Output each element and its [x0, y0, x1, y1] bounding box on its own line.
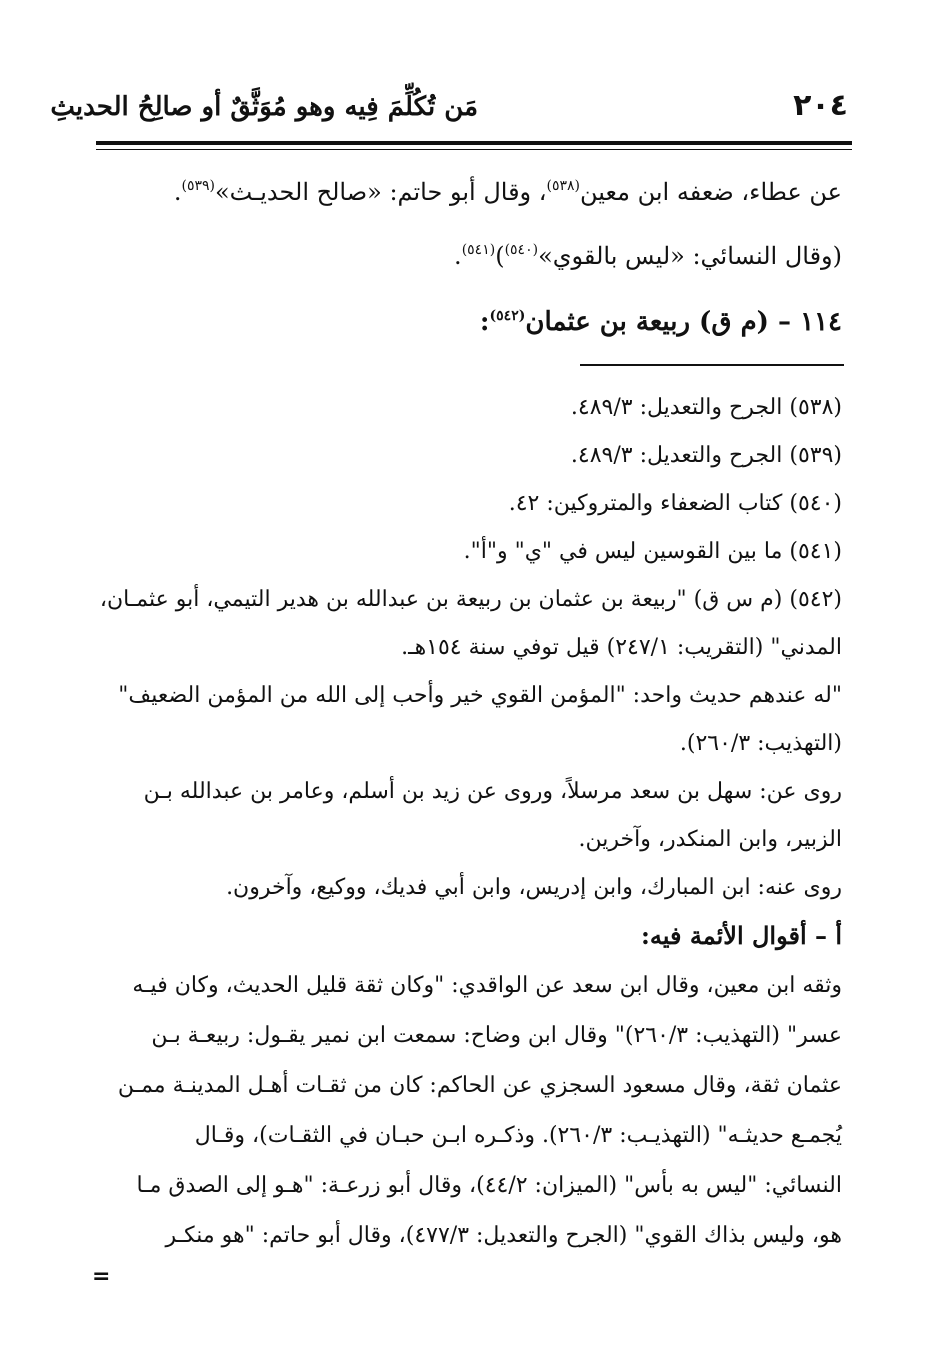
footnote-ref[interactable]: (٥٤١)	[461, 242, 496, 258]
text-run: :	[479, 307, 490, 337]
text-run: .	[454, 242, 462, 270]
footnote-542-line: الزبير، وابن المنكدر، وآخرين.	[578, 827, 842, 852]
footnote-540: (٥٤٠) كتاب الضعفاء والمتروكين: ٤٢.	[508, 491, 842, 516]
footnote-542-line: (٥٤٢) (م س ق) "ربيعة بن عثمان بن ربيعة بن عبدالله بن هدير التيمي، أبو عثمـان،	[99, 587, 842, 612]
text-run: عن عطاء، ضعفه ابن معين	[580, 178, 842, 206]
footnote-542-line: "له عندهم حديث واحد: "المؤمن القوي خير وأحب إلى الله من المؤمن الضعيف"	[118, 683, 842, 708]
entry-title: ١١٤ – (م ق) ربيعة بن عثمان	[525, 307, 842, 337]
main-line-2	[454, 234, 842, 272]
text-run: .	[173, 178, 182, 206]
entry-heading	[480, 300, 842, 338]
section-line: وثقه ابن معين، وقال ابن سعد عن الواقدي: "وكان ثقة قليل الحديث، وكان فيـه	[132, 973, 842, 998]
section-line: هو، وليس بذاك القوي" (الجرح والتعديل: ٤٧٧/٣)، وقال أبو حاتم: "هو منكـر	[165, 1223, 842, 1248]
footnote-539: (٥٣٩) الجرح والتعديل: ٤٨٩/٣.	[570, 443, 842, 468]
header-rule-thick	[96, 141, 852, 145]
footnote-542-line: روى عنه: ابن المبارك، وابن إدريس، وابن أبي فديك، ووكيع، وآخرون.	[226, 875, 842, 900]
running-head	[50, 88, 848, 136]
footnote-541: (٥٤١) ما بين القوسين ليس في "ي" و"أ".	[463, 539, 842, 564]
section-heading: أ – أقوال الأئمة فيه:	[641, 921, 842, 950]
section-line: عثمان ثقة، وقال مسعود السجزي عن الحاكم: كان من ثقـات أهـل المدينـة ممـن	[117, 1073, 842, 1098]
footnote-separator	[580, 364, 844, 366]
footnote-ref[interactable]: (٥٤٢)	[489, 308, 526, 324]
text-run: (وقال النسائي: «ليس بالقوي»	[538, 242, 842, 270]
footnote-538: (٥٣٨) الجرح والتعديل: ٤٨٩/٣.	[570, 395, 842, 420]
footnotes	[96, 392, 842, 1272]
footnote-542-line: روى عن: سهل بن سعد مرسلاً، وروى عن زيد بن أسلم، وعامر بن عبدالله بـن	[143, 779, 842, 804]
main-line-1	[174, 170, 842, 208]
footnote-542-line: المدني" (التقريب: ٢٤٧/١) قيل توفي سنة ١٥٤هـ.	[401, 635, 842, 660]
text-run: ، وقال أبو حاتم: «صالح الحديـث»	[214, 178, 547, 206]
page-number: ٢٠٤	[793, 88, 848, 123]
continuation-mark: =	[92, 1264, 111, 1289]
header-rule-thin	[96, 149, 852, 150]
section-line: يُجمـع حديثـه" (التهذيـب: ٢٦٠/٣). وذكـره ابـن حبـان في الثقـات)، وقـال	[194, 1123, 842, 1148]
footnote-ref[interactable]: (٥٣٩)	[181, 178, 215, 194]
footnote-542-line: (التهذيب: ٢٦٠/٣).	[679, 731, 842, 756]
section-line: عسر" (التهذيب: ٢٦٠/٣)" وقال ابن وضاح: سمعت ابن نمير يقـول: ربيعـة بـن	[151, 1023, 842, 1048]
footnote-ref[interactable]: (٥٤٠)	[504, 242, 539, 258]
chapter-title: مَن تُكُلِّمَ فِيه وهو مُوَثَّقٌ أو صالِحُ الحديثِ	[50, 92, 478, 122]
main-text	[96, 170, 842, 290]
footnote-ref[interactable]: (٥٣٨)	[546, 178, 581, 194]
entry-heading-block	[96, 300, 842, 340]
section-line: النسائي: "ليس به بأس" (الميزان: ٤٤/٢)، وقال أبو زرعـة: "هـو إلى الصدق مـا	[136, 1173, 842, 1198]
text-run: )	[495, 242, 505, 270]
